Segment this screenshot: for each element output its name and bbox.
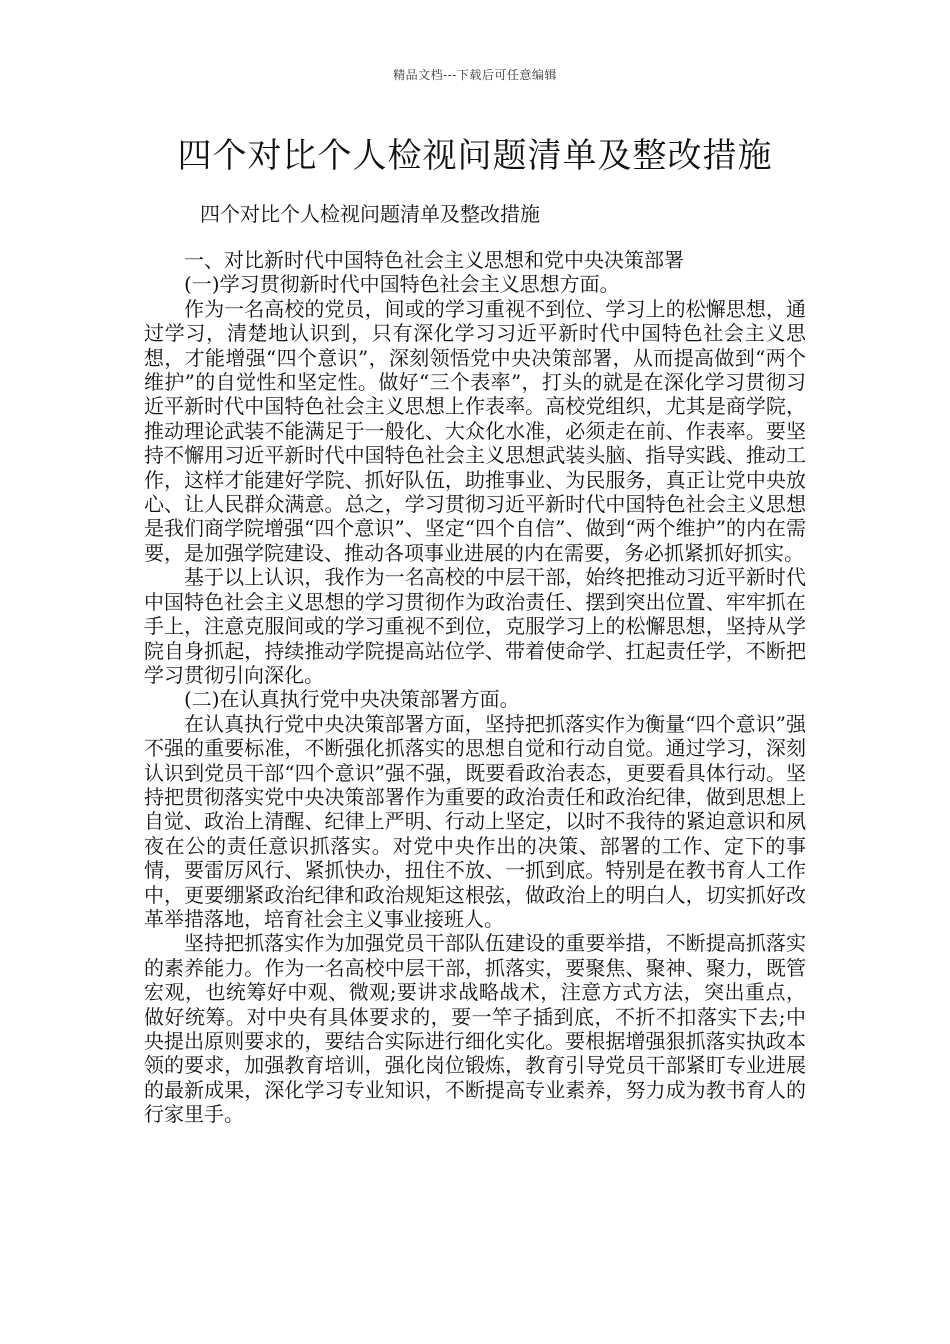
section-heading-1: 一、对比新时代中国特色社会主义思想和党中央决策部署 <box>184 248 684 272</box>
body-paragraph: 作为一名高校的党员，间或的学习重视不到位、学习上的松懈思想，通过学习，清楚地认识到，只有深化学习习近平新时代中国特色社会主义思想，才能增强“四个意识”，深刻领悟党中央决策部署，从而提高做到“两个维护”的自觉性和坚定性。做好“三个表率”，打头的就是在深化学习贯彻习近平新时代中国特色社会主义思想上作表率。高校党组织，尤其是商学院，推动理论武装不能满足于一般化、大众化水准，必须走在前、作表率。要坚持不懈用习近平新时代中国特色社会主义思想武装头脑、指导实践、推动工作，这样才能建好学院、抓好队伍，助推事业、为民服务，真正让党中央放心、让人民群众满意。总之，学习贯彻习近平新时代中国特色社会主义思想是我们商学院增强“四个意识”、坚定“四个自信”、做到“两个维护”的内在需要，是加强学院建设、推动各项事业进展的内在需要，务必抓紧抓好抓实。 <box>144 296 806 565</box>
subsection-heading-1: (一)学习贯彻新时代中国特色社会主义思想方面。 <box>184 272 620 297</box>
header-note: 精品文档---下载后可任意编辑 <box>393 68 557 82</box>
document-subtitle: 四个对比个人检视问题清单及整改措施 <box>200 202 540 226</box>
body-paragraph: 基于以上认识，我作为一名高校的中层干部，始终把推动习近平新时代中国特色社会主义思想的学习贯彻作为政治责任、摆到突出位置、牢牢抓在手上，注意克服间或的学习重视不到位，克服学习上的松懈思想，坚持从学院自身抓起，持续推动学院提高站位学、带着使命学、扛起责任学，不断把学习贯彻引向深化。 <box>144 565 806 687</box>
subsection-heading-2: (二)在认真执行党中央决策部署方面。 <box>184 687 520 712</box>
document-body <box>144 248 806 1127</box>
body-paragraph: 坚持把抓落实作为加强党员干部队伍建设的重要举措，不断提高抓落实的素养能力。作为一名高校中层干部，抓落实，要聚焦、聚神、聚力，既管宏观，也统筹好中观、微观;要讲求战略战术，注意方式方法，突出重点，做好统筹。对中央有具体要求的，要一竿子插到底，不折不扣落实下去;中央提出原则要求的，要结合实际进行细化实化。要根据增强狠抓落实执政本领的要求，加强教育培训，强化岗位锻炼，教育引导党员干部紧盯专业进展的最新成果，深化学习专业知识，不断提高专业素养，努力成为教书育人的行家里手。 <box>144 931 806 1127</box>
document-title: 四个对比个人检视问题清单及整改措施 <box>177 136 773 176</box>
body-paragraph: 在认真执行党中央决策部署方面，坚持把抓落实作为衡量“四个意识”强不强的重要标准，不断强化抓落实的思想自觉和行动自觉。通过学习，深刻认识到党员干部“四个意识”强不强，既要看政治表态，更要看具体行动。坚持把贯彻落实党中央决策部署作为重要的政治责任和政治纪律，做到思想上自觉、政治上清醒、纪律上严明、行动上坚定，以时不我待的紧迫意识和夙夜在公的责任意识抓落实。对党中央作出的决策、部署的工作、定下的事情，要雷厉风行、紧抓快办，扭住不放、一抓到底。特别是在教书育人工作中，更要绷紧政治纪律和政治规矩这根弦，做政治上的明白人，切实抓好改革举措落地，培育社会主义事业接班人。 <box>144 711 806 931</box>
